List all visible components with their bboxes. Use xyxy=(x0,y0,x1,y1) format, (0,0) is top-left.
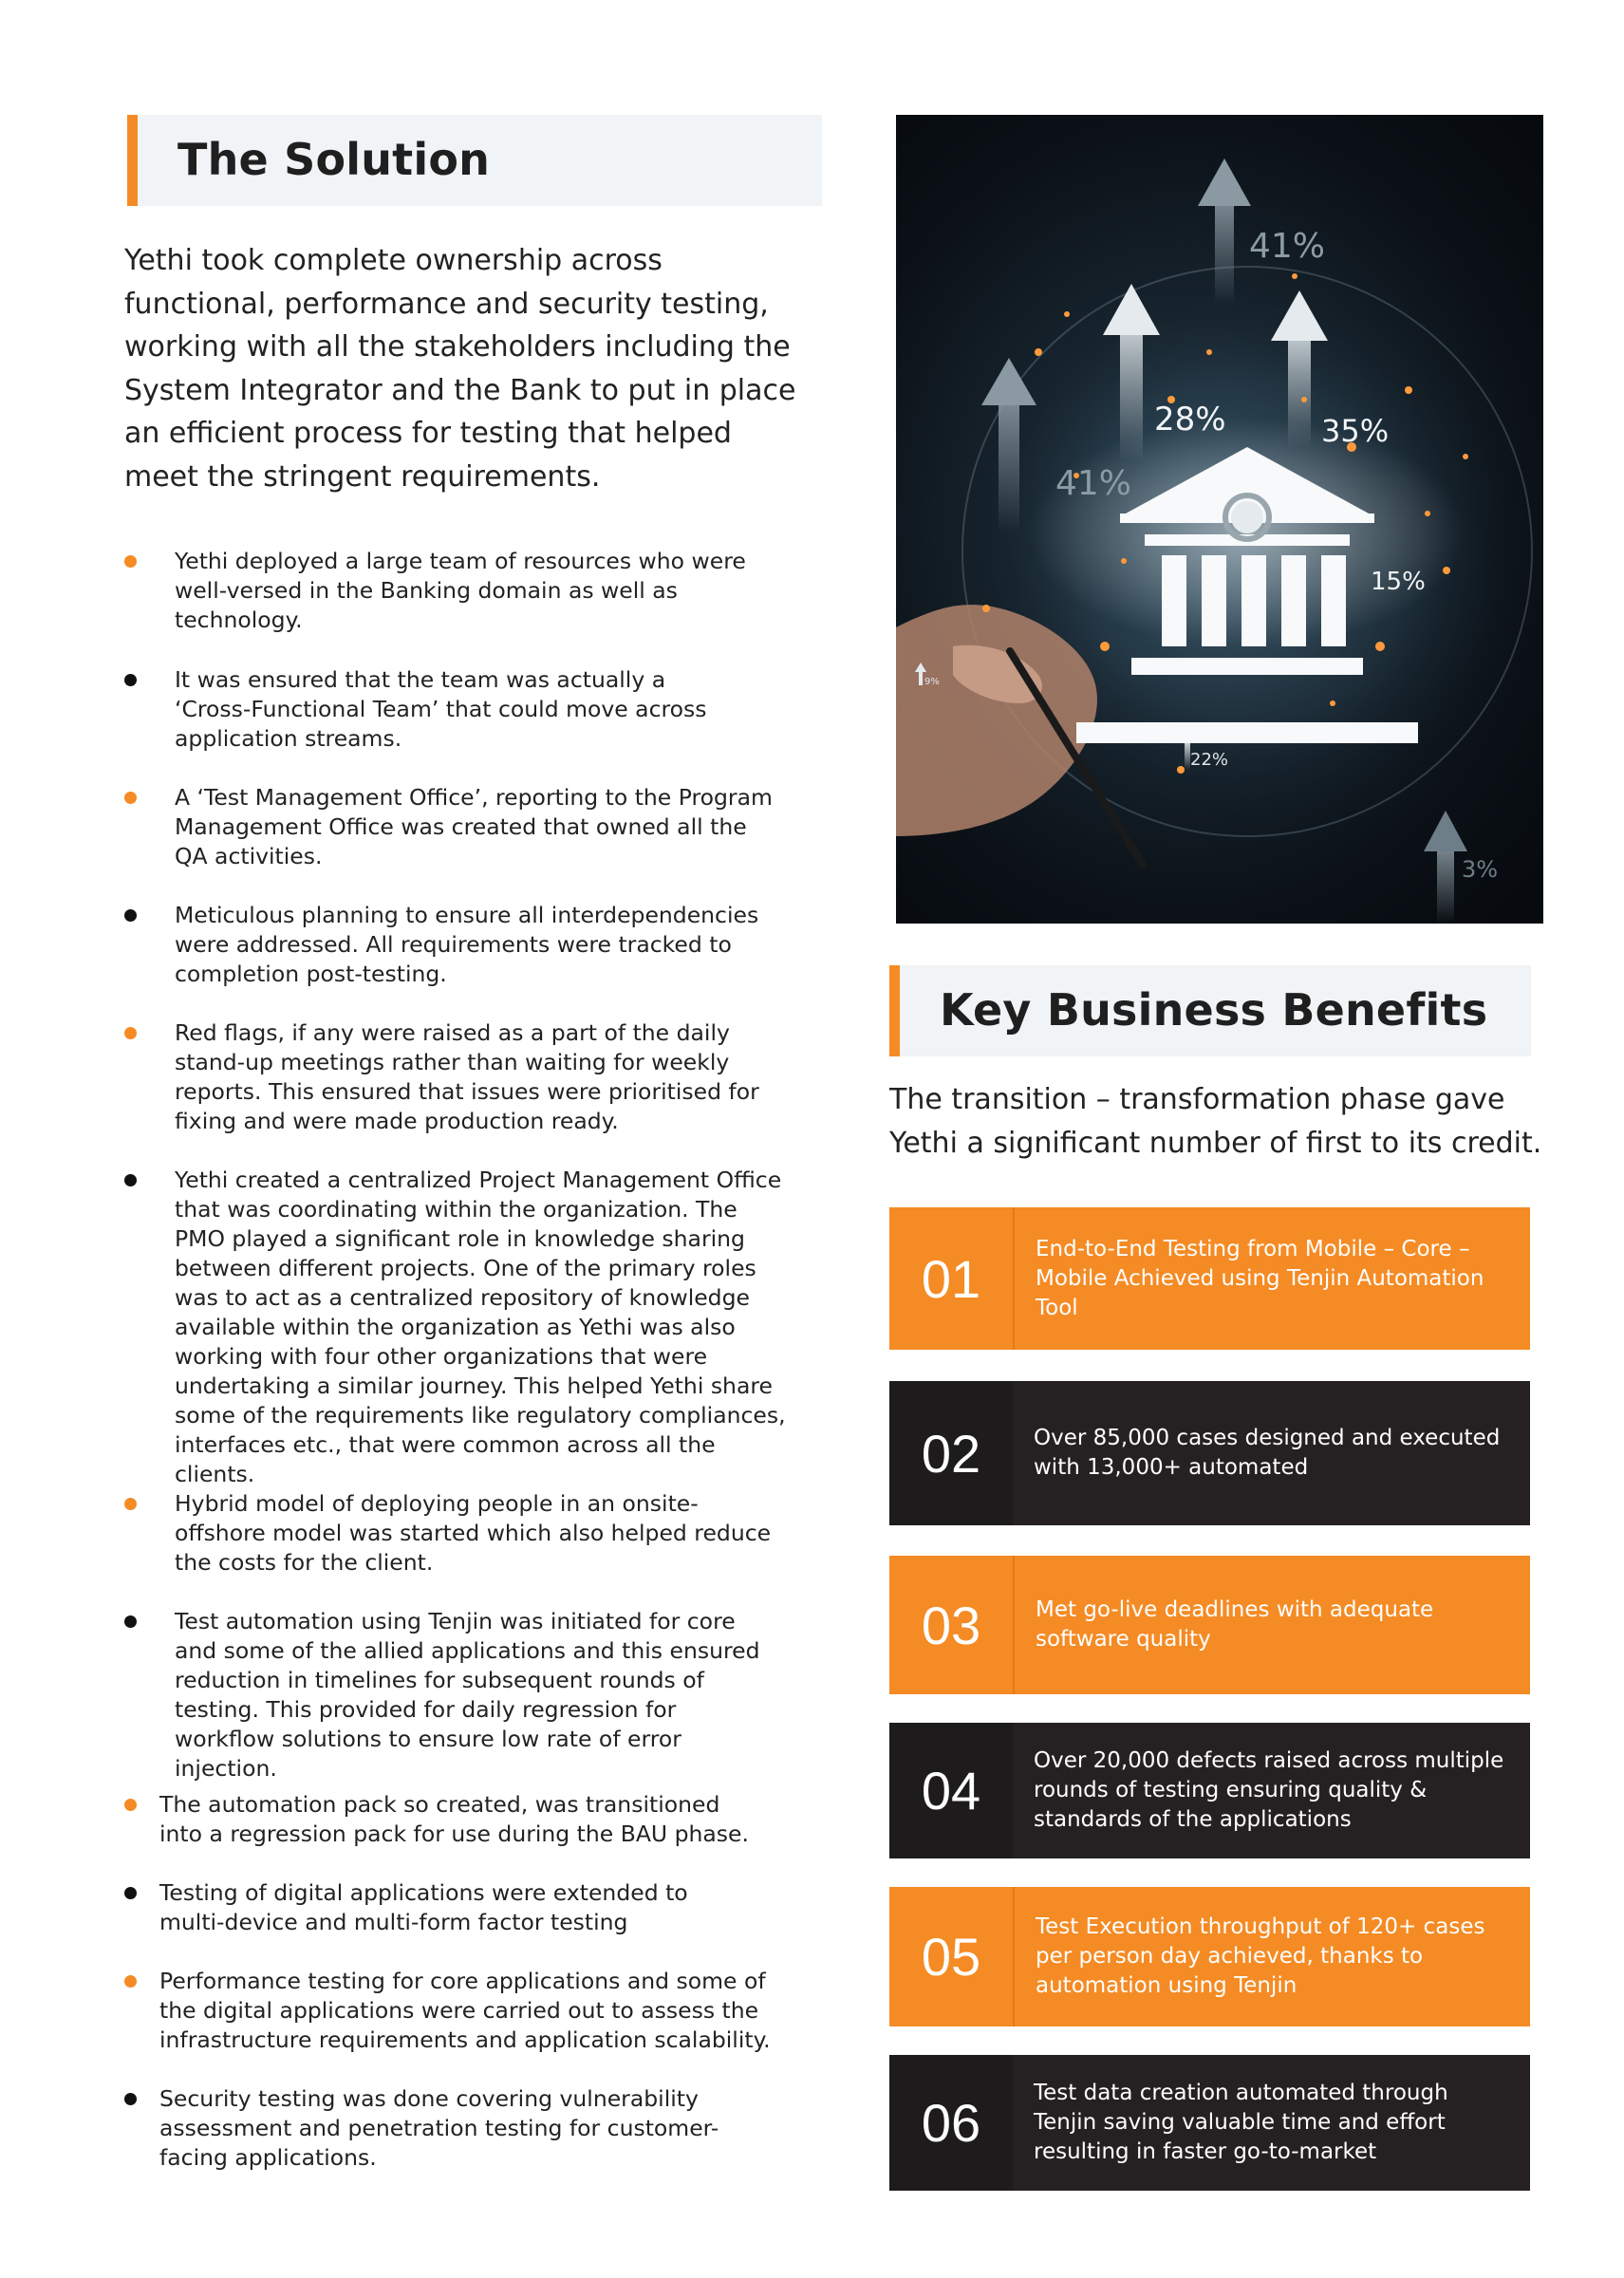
bullet-dot xyxy=(124,1174,137,1186)
bullet-dot xyxy=(124,1027,137,1039)
benefit-card-05 xyxy=(889,1887,1530,2026)
benefit-number: 05 xyxy=(889,1887,1015,2026)
benefit-text: Over 20,000 defects raised across multiple rounds of testing ensuring quality & standards of the applications xyxy=(1034,1748,1504,1832)
benefits-intro: The transition – transformation phase gave Yethi a significant number of first to its credit. xyxy=(889,1083,1542,1160)
benefit-text: Over 85,000 cases designed and executed with 13,000+ automated xyxy=(1034,1426,1501,1480)
bullet-dot xyxy=(124,1498,137,1510)
benefit-card-04 xyxy=(889,1723,1530,1858)
label-22: 22% xyxy=(1190,750,1229,770)
benefit-card-02 xyxy=(889,1381,1530,1525)
benefits-header xyxy=(889,965,1531,1056)
label-35: 35% xyxy=(1321,413,1390,449)
benefit-card-03 xyxy=(889,1556,1530,1694)
benefit-number: 02 xyxy=(889,1381,1013,1525)
list-item: Testing of digital applications were extended to multi-device and multi-form factor testing xyxy=(159,1879,688,1935)
list-item: A ‘Test Management Office’, reporting to the Program Management Office was created that owned all the QA activities. xyxy=(175,784,773,869)
benefit-card-06 xyxy=(889,2055,1530,2191)
list-item: The automation pack so created, was transitioned into a regression pack for use during the BAU phase. xyxy=(159,1791,749,1847)
arrow-up-icon xyxy=(1185,743,1190,770)
bullet-dot xyxy=(124,2093,137,2105)
bullet-dot xyxy=(124,674,137,686)
list-item: Yethi created a centralized Project Management Office that was coordinating within the organization. The PMO played a significant role in knowledge sharing between different projects. One of the primary roles was to act as a centralized repository of knowledge available within the organization as Yethi was also working with four other organizations that were undertaking a similar journey. This helped Yethi share some of the requirements like regulatory compliances, interfaces etc., that were common across all the clients. xyxy=(175,1167,786,1487)
list-item: Performance testing for core applications and some of the digital applications were carried out to assess the infrastructure requirements and application scalability. xyxy=(159,1968,771,2053)
benefit-text: Met go-live deadlines with adequate software quality xyxy=(1036,1597,1434,1652)
hero-image xyxy=(896,115,1543,924)
list-item: Hybrid model of deploying people in an onsite-offshore model was started which also helped reduce the costs for the client. xyxy=(175,1490,772,1576)
label-9: 9% xyxy=(924,677,940,687)
bullet-dot xyxy=(124,1975,137,1988)
benefits-heading: Key Business Benefits xyxy=(940,984,1488,1036)
list-item: Red flags, if any were raised as a part of the daily stand-up meetings rather than waiting for weekly reports. This ensured that issues were prioritised for fixing and were made production ready. xyxy=(175,1019,759,1134)
benefit-number: 04 xyxy=(889,1723,1013,1858)
bullet-dot xyxy=(124,1887,137,1899)
list-item: It was ensured that the team was actually a ‘Cross-Functional Team’ that could move across application streams. xyxy=(175,666,707,752)
bank-growth-illustration xyxy=(896,115,1543,924)
solution-heading: The Solution xyxy=(177,134,491,185)
label-15: 15% xyxy=(1371,568,1426,596)
benefit-number: 06 xyxy=(889,2055,1013,2191)
benefit-number: 03 xyxy=(889,1556,1015,1694)
bullet-dot xyxy=(124,792,137,804)
list-item: Security testing was done covering vulnerability assessment and penetration testing for customer-facing applications. xyxy=(159,2085,719,2171)
list-item: Yethi deployed a large team of resources who were well-versed in the Banking domain as well as technology. xyxy=(175,548,746,633)
label-3: 3% xyxy=(1462,856,1499,883)
solution-header xyxy=(127,115,822,206)
list-item: Test automation using Tenjin was initiated for core and some of the allied applications and this ensured reduction in timelines for subsequent rounds of testing. This provided for daily regression for workflow solutions to ensure low rate of error injection. xyxy=(175,1608,760,1782)
label-41-left: 41% xyxy=(1055,464,1132,503)
bullet-dot xyxy=(124,555,137,568)
benefit-text: Test data creation automated through Tenjin saving valuable time and effort resulting in faster go-to-market xyxy=(1034,2081,1448,2164)
benefit-number: 01 xyxy=(889,1207,1015,1350)
benefit-card-01 xyxy=(889,1207,1530,1350)
solution-intro: Yethi took complete ownership across functional, performance and security testing, working with all the stakeholders including the System Integrator and the Bank to put in place an efficient process for testing that helped meet the stringent requirements. xyxy=(124,244,796,494)
bullet-dot xyxy=(124,1615,137,1628)
bullet-dot xyxy=(124,1799,137,1811)
label-28: 28% xyxy=(1154,401,1226,439)
list-item: Meticulous planning to ensure all interdependencies were addressed. All requirements were tracked to completion post-testing. xyxy=(175,902,759,987)
label-41-top: 41% xyxy=(1249,227,1326,266)
bullet-dot xyxy=(124,909,137,922)
benefit-text: Test Execution throughput of 120+ cases per person day achieved, thanks to automation using Tenjin xyxy=(1036,1914,1485,1998)
benefit-text: End-to-End Testing from Mobile – Core – Mobile Achieved using Tenjin Automation Tool xyxy=(1036,1236,1484,1320)
